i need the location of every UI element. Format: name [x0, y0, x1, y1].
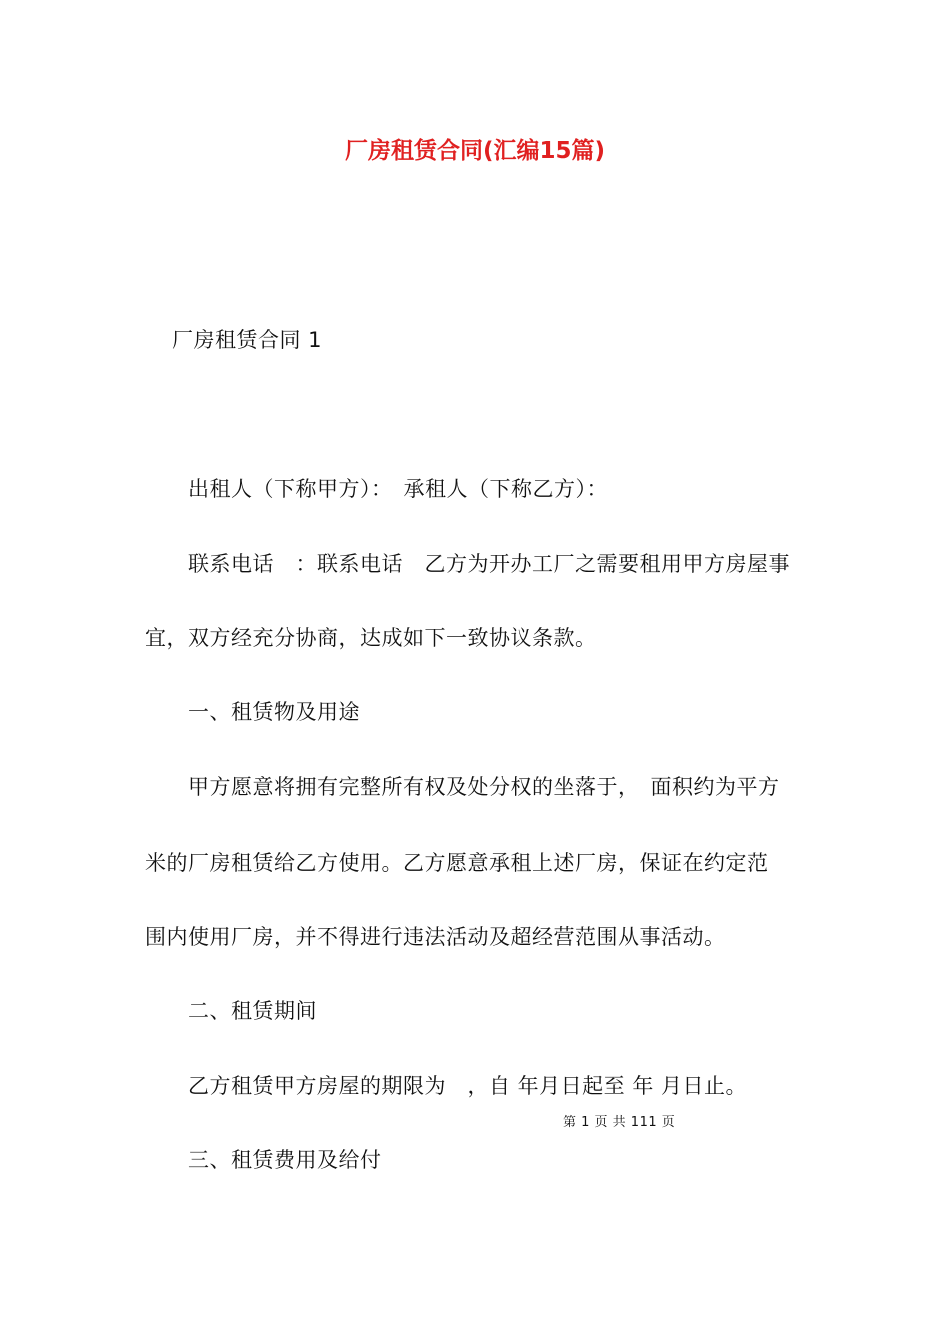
- paragraph-use-line-2: 米的厂房租赁给乙方使用。乙方愿意承租上述厂房，保证在约定范: [145, 851, 769, 875]
- section-title: 厂房租赁合同 1: [172, 328, 323, 352]
- phone-line-continued: 宜，双方经充分协商，达成如下一致协议条款。: [145, 626, 597, 650]
- page-footer: 第 1 页 共 111 页: [563, 1115, 676, 1130]
- paragraph-use-line-3: 围内使用厂房，并不得进行违法活动及超经营范围从事活动。: [145, 925, 726, 949]
- phone-line: 联系电话 ：联系电话 乙方为开办工厂之需要租用甲方房屋事: [188, 552, 790, 576]
- heading-lease-fees: 三、租赁费用及给付: [188, 1148, 382, 1172]
- parties-line: 出租人（下称甲方）： 承租人（下称乙方）：: [188, 477, 608, 501]
- document-title: 厂房租赁合同(汇编15篇): [344, 138, 606, 164]
- heading-lease-term: 二、租赁期间: [188, 999, 317, 1023]
- paragraph-use-line-1: 甲方愿意将拥有完整所有权及处分权的坐落于， 面积约为平方: [188, 775, 780, 799]
- paragraph-term-line-1: 乙方租赁甲方房屋的期限为 ，自 年月日起至 年 月日止。: [188, 1074, 748, 1098]
- heading-lease-object: 一、租赁物及用途: [188, 700, 360, 724]
